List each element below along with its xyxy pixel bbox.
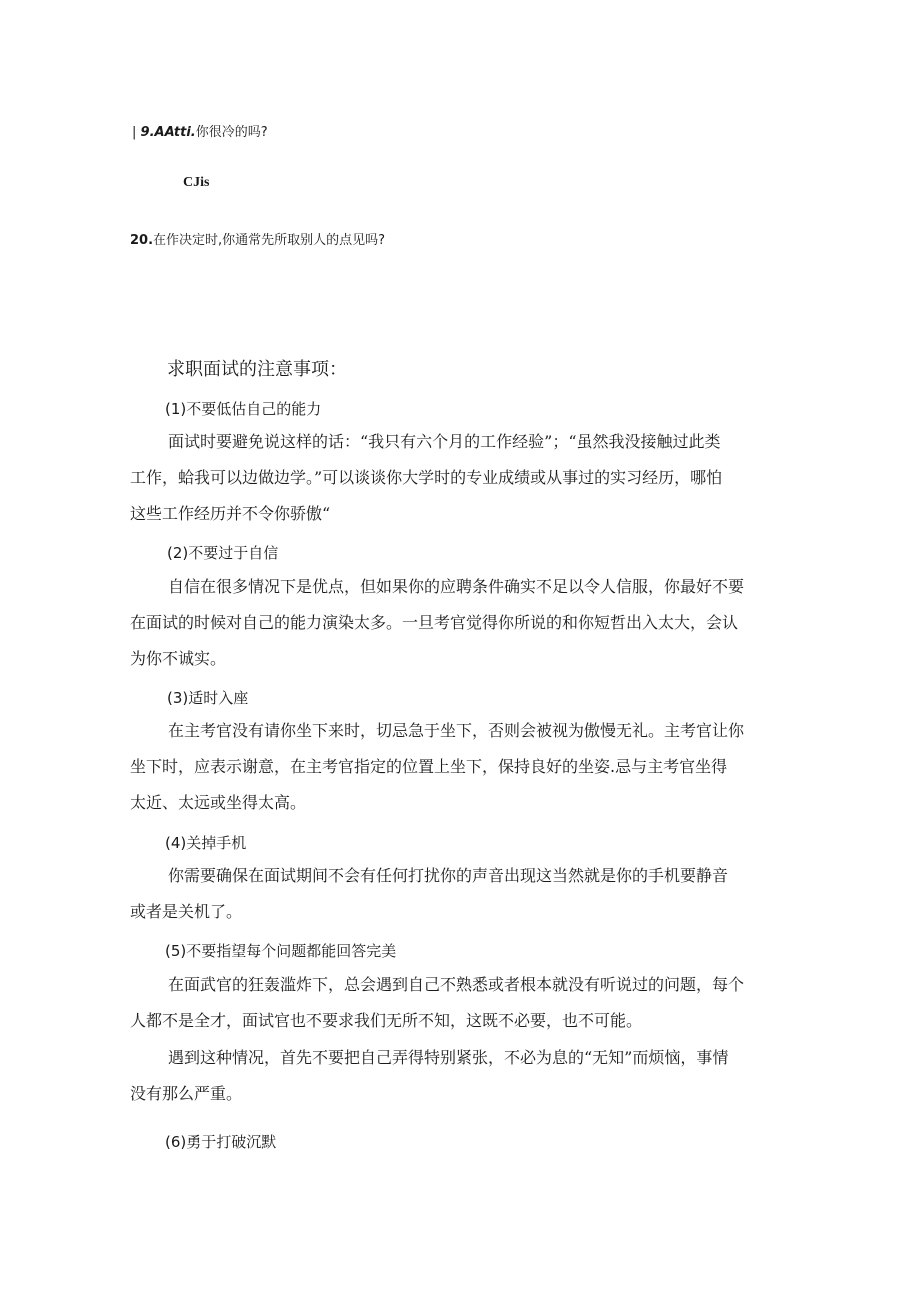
paragraph-line: 在主考官没有请你坐下来时，切忌急于坐下，否则会被视为傲慢无礼。主考官让你 bbox=[168, 721, 745, 740]
paragraph-line: 在面武官的狂轰滥炸下，总会遇到自己不熟悉或者根本就没有听说过的问题，每个 bbox=[168, 975, 745, 994]
section-5-paragraph-2 bbox=[130, 1040, 780, 1112]
paragraph-line: 为你不诚实。 bbox=[130, 649, 227, 668]
section-3-paragraph-1 bbox=[130, 713, 780, 821]
paragraph-line: 面试时要避免说这样的话：“我只有六个月的工作经验”；“虽然我没接触过此类 bbox=[168, 432, 721, 451]
question-20-text: 在作决定时,你通常先所取别人的点见吗? bbox=[153, 233, 386, 248]
paragraph-line: 没有那么严重。 bbox=[130, 1084, 243, 1103]
question-20 bbox=[130, 229, 385, 248]
section-title-6: (6)勇于打破沉默 bbox=[165, 1133, 277, 1151]
section-title-5: (5)不要指望每个问题都能回答完美 bbox=[165, 942, 397, 960]
question-20-number: 20. bbox=[130, 233, 154, 248]
paragraph-line: 工作，蛤我可以边做边学。”可以谈谈你大学时的专业成绩或从事过的实习经历，哪怕 bbox=[130, 468, 723, 487]
section-title-1: (1)不要低估自己的能力 bbox=[165, 400, 322, 418]
paragraph-line: 人都不是全才，面试官也不要求我们无所不知，这既不必要，也不可能。 bbox=[130, 1011, 643, 1030]
page-heading: 求职面试的注意事项： bbox=[167, 359, 347, 380]
section-4-paragraph-1 bbox=[130, 858, 780, 930]
paragraph-line: 坐下时，应表示谢意，在主考官指定的位置上坐下，保持良好的坐姿.忌与主考官坐得 bbox=[130, 757, 728, 776]
paragraph-line: 你需要确保在面试期间不会有任何打扰你的声音出现这当然就是你的手机要静音 bbox=[168, 866, 729, 885]
paragraph-line: 自信在很多情况下是优点，但如果你的应聘条件确实不足以令人信服，你最好不要 bbox=[168, 577, 745, 596]
question-19-bar: | bbox=[132, 125, 137, 140]
section-2-paragraph-1 bbox=[130, 569, 780, 677]
question-19-number: 9.AAtti. bbox=[140, 125, 196, 140]
question-19 bbox=[132, 121, 268, 140]
question-19-text: 你很冷的吗? bbox=[195, 125, 268, 140]
section-5-paragraph-1 bbox=[130, 967, 780, 1039]
section-title-3: (3)适时入座 bbox=[167, 689, 249, 707]
paragraph-line: 太近、太远或坐得太高。 bbox=[130, 793, 307, 812]
paragraph-line: 或者是关机了。 bbox=[130, 902, 243, 921]
paragraph-line: 遇到这种情况，首先不要把自己弄得特别紧张，不必为息的“无知”而烦恼，事情 bbox=[168, 1048, 729, 1067]
section-1-paragraph-1 bbox=[130, 424, 780, 532]
paragraph-line: 在面试的时候对自己的能力演染太多。一旦考官觉得你所说的和你短哲出入太大，会认 bbox=[130, 613, 739, 632]
section-title-4: (4)关掉手机 bbox=[165, 834, 247, 852]
stray-mark: CJis bbox=[183, 175, 210, 190]
paragraph-line: 这些工作经历并不令你骄傲“ bbox=[130, 504, 331, 523]
section-title-2: (2)不要过于自信 bbox=[167, 544, 279, 562]
